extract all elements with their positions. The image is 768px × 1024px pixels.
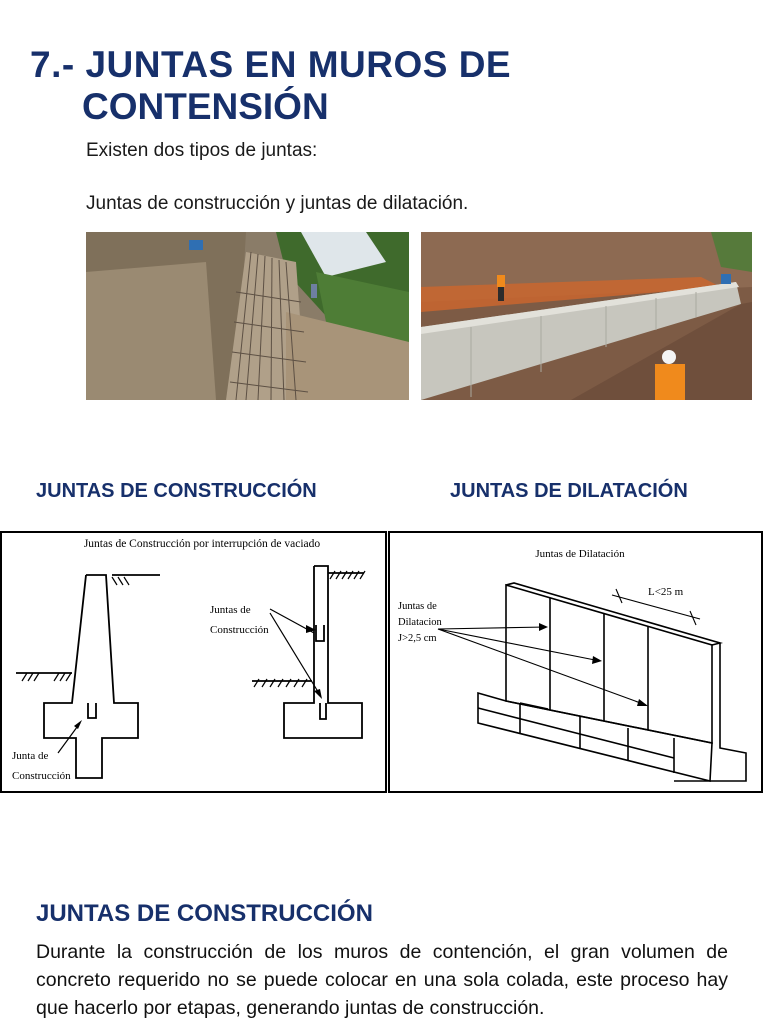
section-heading: JUNTAS DE CONSTRUCCIÓN [36,900,373,927]
intro-text-1: Existen dos tipos de juntas: [86,140,318,161]
photo-concrete-wall [421,232,752,400]
intro-text-2: Juntas de construcción y juntas de dilatación. [86,193,469,214]
photo-rebar-trench [86,232,409,400]
diagram-title-dilatacion: Juntas de Dilatación [535,548,625,560]
label-length: L<25 m [648,586,684,598]
label-junta-dil-2: Dilatacion [398,617,442,628]
label-junta-dil-1: Juntas de [398,601,437,612]
diagram-construction-joints [0,531,387,793]
label-junta-right-1: Juntas de [210,604,251,616]
diagram-title-construccion: Juntas de Construcción por interrupción de vaciado [83,538,321,550]
label-junta-dil-3: J>2,5 cm [398,633,437,644]
label-junta-right-2: Construcción [210,624,269,636]
diagram-expansion-joints [388,531,763,793]
subheading-construccion: JUNTAS DE CONSTRUCCIÓN [36,480,317,502]
subheading-dilatacion: JUNTAS DE DILATACIÓN [450,480,688,502]
page-title-line-1: 7.- JUNTAS EN MUROS DE [30,44,512,85]
label-junta-left-2: Construcción [12,770,71,782]
page-title-line-2: CONTENSIÓN [82,86,329,127]
section-body-text: Durante la construcción de los muros de contención, el gran volumen de concreto requerido no se puede colocar en una sola colada, este proceso hay que hacerlo por etapas, generando juntas de construcción. [36,941,728,1019]
label-junta-left-1: Junta de [12,750,49,762]
